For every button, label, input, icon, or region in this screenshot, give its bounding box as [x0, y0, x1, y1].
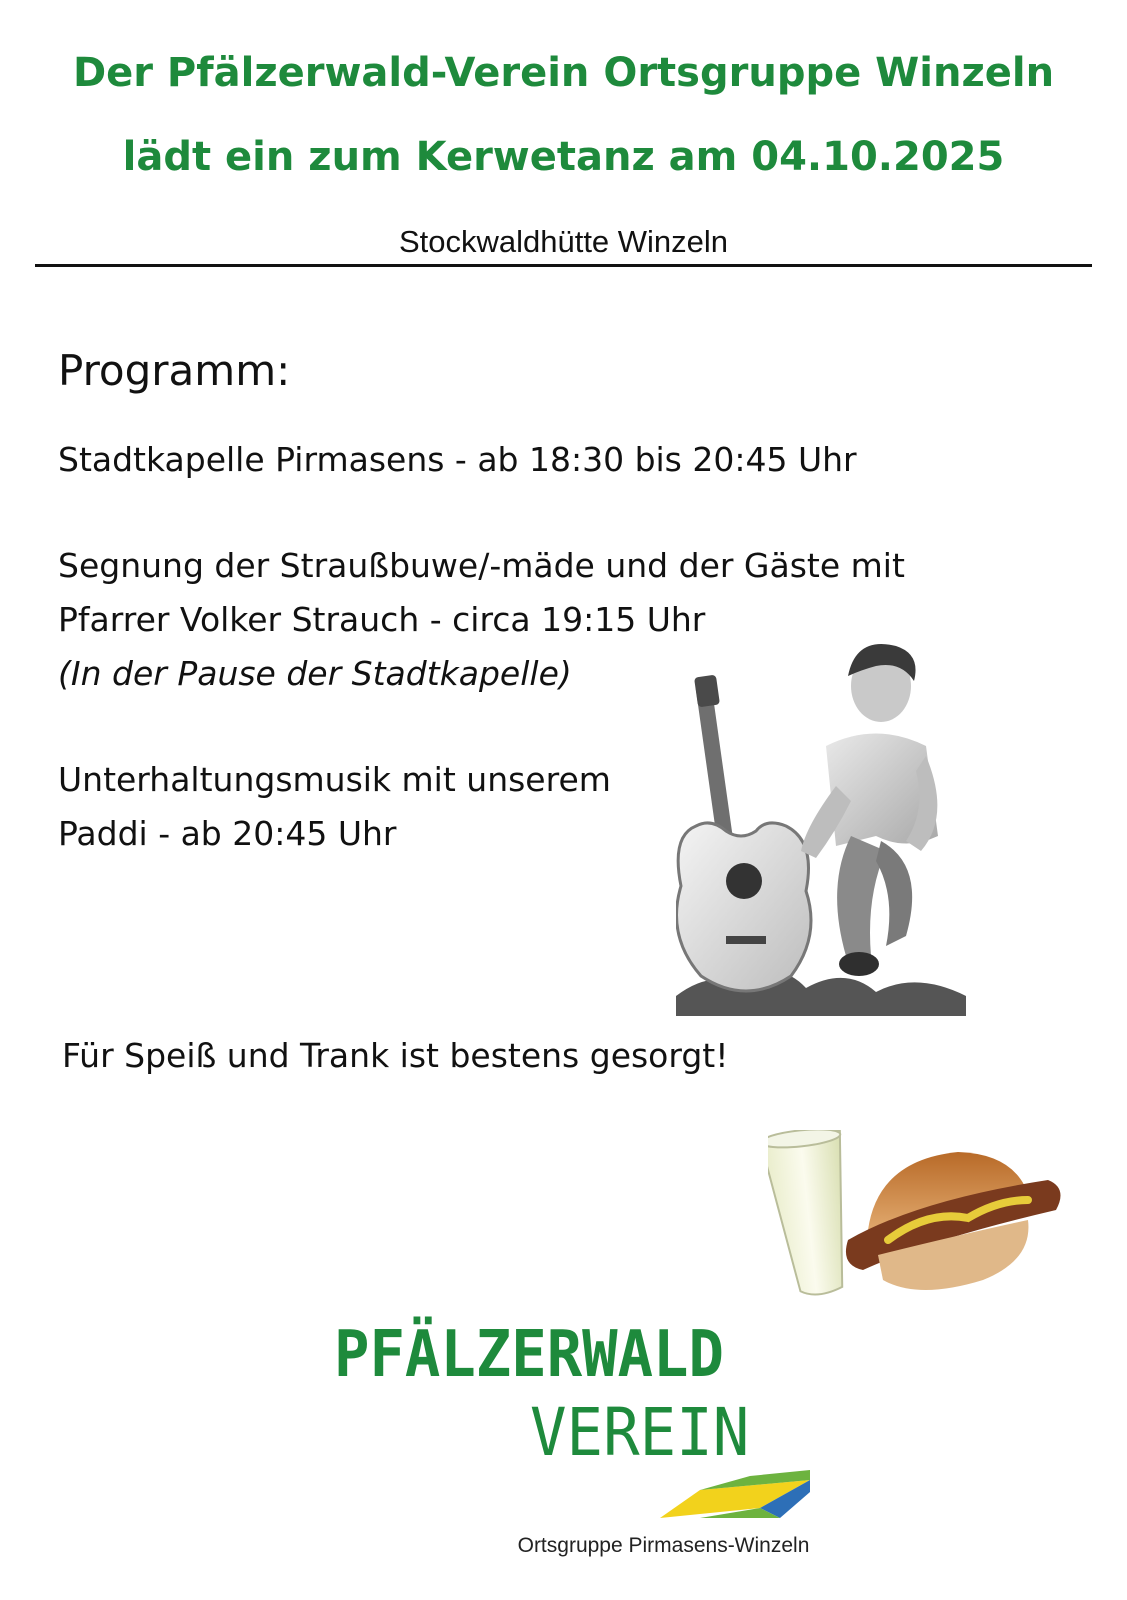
headline-line-1: Der Pfälzerwald-Verein Ortsgruppe Winzeln: [72, 50, 1055, 96]
program-item-stadtkapelle: Stadtkapelle Pirmasens - ab 18:30 bis 20:45 Uhr: [58, 440, 857, 479]
program-item-music-line-2: Paddi - ab 20:45 Uhr: [58, 814, 397, 853]
program-item-segnung-note: (In der Pause der Stadtkapelle): [58, 654, 572, 693]
headline-line-2: lädt ein zum Kerwetanz am 04.10.2025: [122, 134, 1005, 180]
logo-stripes-icon: [660, 1470, 810, 1520]
program-item-segnung-line-1: Segnung der Straußbuwe/-mäde und der Gäste mit: [58, 546, 905, 585]
program-item-segnung-line-2: Pfarrer Volker Strauch - circa 19:15 Uhr: [58, 600, 706, 639]
food-and-drink-notice: Für Speiß und Trank ist bestens gesorgt!: [62, 1036, 729, 1075]
logo-subtitle: Ortsgruppe Pirmasens-Winzeln: [517, 1534, 810, 1557]
program-title: Programm:: [58, 346, 291, 395]
divider-line: [35, 264, 1092, 267]
logo-word-verein: VEREIN: [530, 1394, 750, 1471]
musician-with-guitar-photo: [676, 636, 966, 1016]
venue-name: Stockwaldhütte Winzeln: [398, 224, 729, 259]
drink-and-sausage-roll-photo: [768, 1130, 1078, 1330]
logo-word-pfaelzerwald: PFÄLZERWALD: [334, 1318, 724, 1392]
program-item-music-line-1: Unterhaltungsmusik mit unserem: [58, 760, 611, 799]
